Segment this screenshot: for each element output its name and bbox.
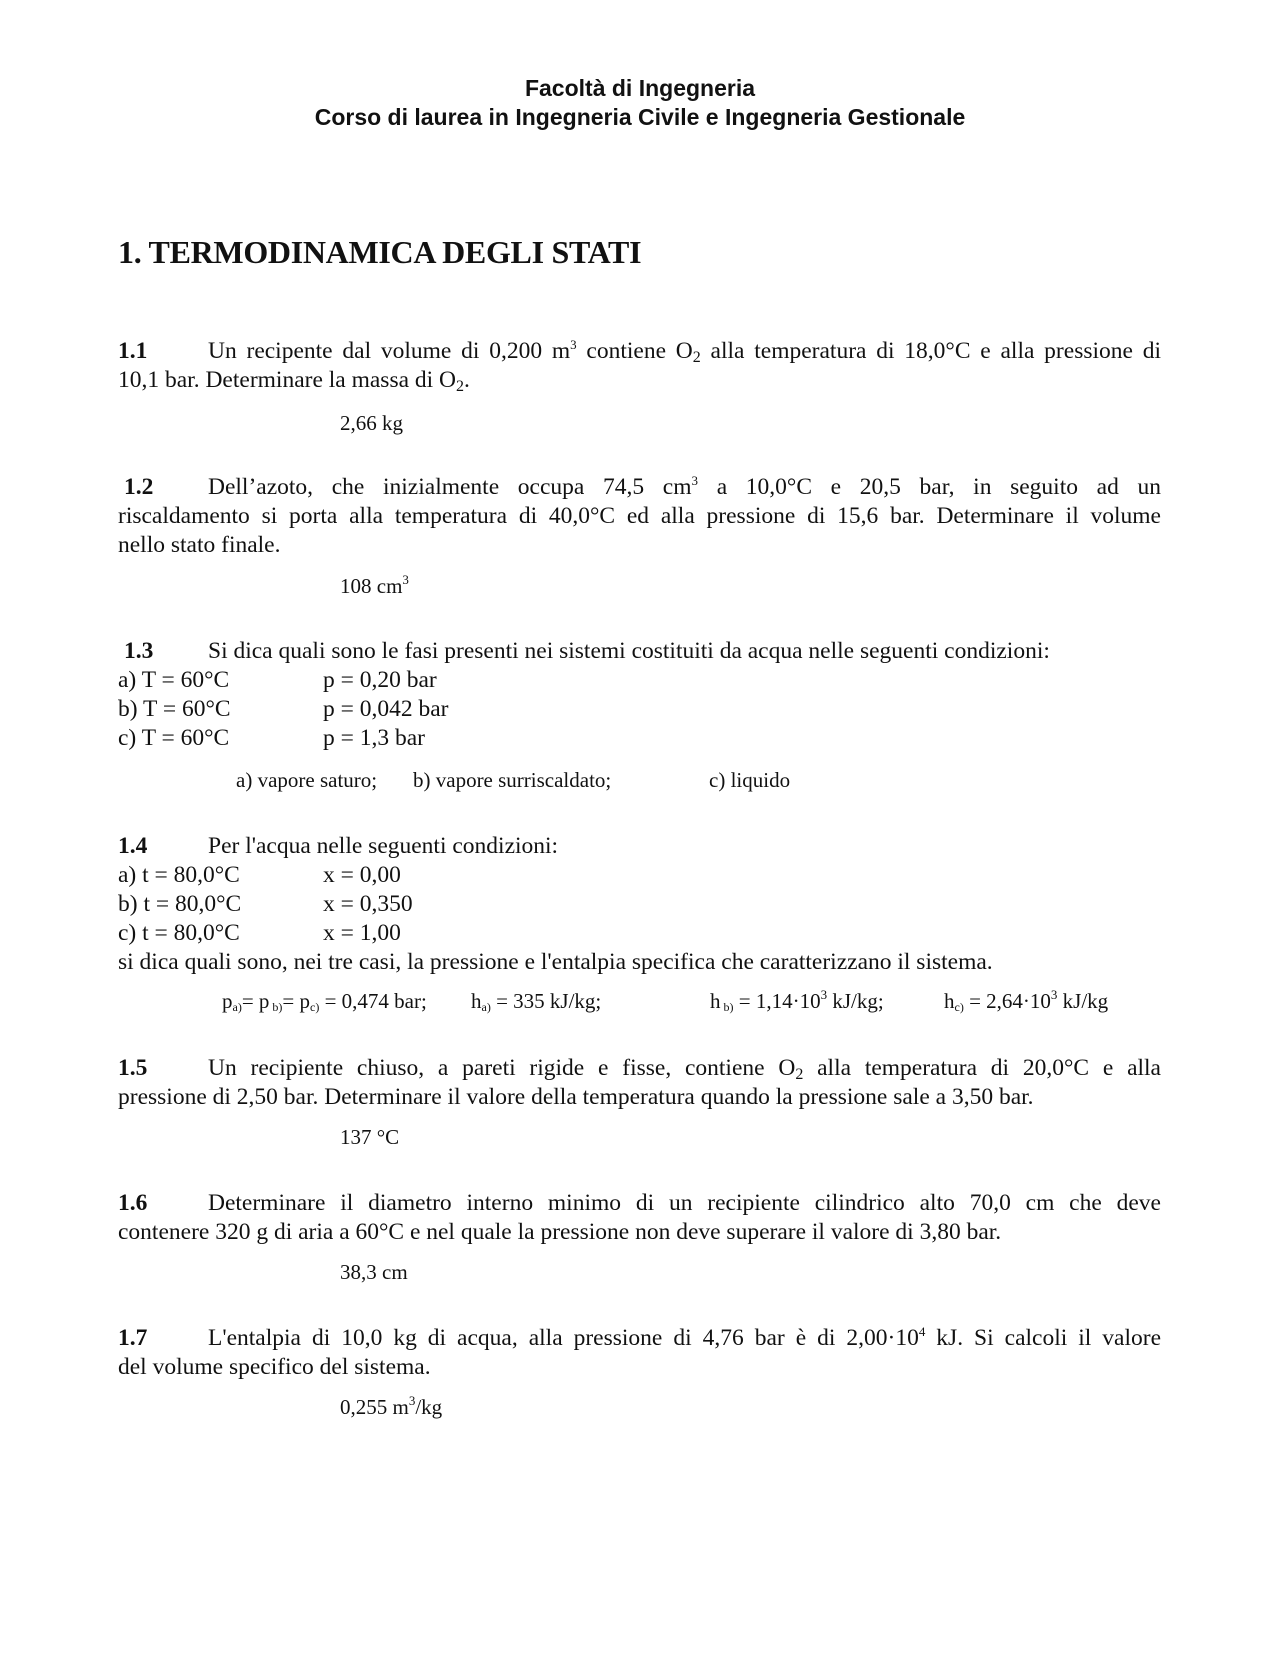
subscript: 2: [692, 349, 701, 366]
text: L'entalpia di 10,0 kg di acqua, alla pressione di 4,76 bar è di 2,00·10: [208, 1325, 919, 1351]
condition-value: x = 0,00: [323, 862, 401, 888]
subscript: 2: [456, 378, 465, 395]
problem-1-2-line-3: nello stato finale.: [118, 532, 281, 558]
condition-label: a) T = 60°C: [118, 667, 230, 693]
answer-1-7: [340, 1393, 443, 1419]
condition-value: p = 0,20 bar: [323, 667, 437, 693]
subscript: a): [232, 1000, 242, 1014]
problem-1-2-line-1: [124, 473, 1162, 500]
condition-label: b) t = 80,0°C: [118, 891, 242, 917]
text: 0,255 m: [340, 1395, 409, 1419]
problem-1-7-line-2: del volume specifico del sistema.: [118, 1354, 431, 1380]
problem-1-5-line-1: [118, 1057, 1161, 1081]
problem-1-2-line-2: riscaldamento si porta alla temperatura di 40,0°C ed alla pressione di 15,6 bar. Determinare il volume: [118, 503, 1161, 529]
superscript: 3: [408, 1393, 416, 1408]
condition-label: b) T = 60°C: [118, 696, 231, 722]
text: .: [464, 367, 470, 393]
text: = 1,14·10: [733, 989, 821, 1013]
answer-1-4-hb: [710, 987, 884, 1014]
text: kJ. Si calcoli il valore: [925, 1325, 1162, 1351]
text: kJ/kg: [1057, 989, 1109, 1013]
text: p: [222, 989, 233, 1013]
answer-1-1: 2,66 kg: [340, 411, 403, 435]
text: Dell’azoto, che inizialmente occupa 74,5 cm: [208, 474, 692, 500]
text: 10,1 bar. Determinare la massa di O: [118, 367, 457, 393]
answer-1-4-ha: [471, 991, 601, 1012]
text: Un recipiente chiuso, a pareti rigide e fisse, contiene O: [208, 1055, 796, 1081]
problem-1-4-question: si dica quali sono, nei tre casi, la pressione e l'entalpia specifica che caratterizzano il sistema.: [118, 949, 993, 975]
problem-1-1-line-1: [118, 337, 1161, 366]
condition-value: p = 1,3 bar: [323, 725, 426, 751]
text: = 335 kJ/kg;: [490, 989, 602, 1013]
condition-value: x = 0,350: [323, 891, 413, 917]
course-heading: Corso di laurea in Ingegneria Civile e Ingegneria Gestionale: [314, 104, 966, 130]
text: /kg: [415, 1395, 443, 1419]
problem-1-3-line-1: [124, 640, 1050, 664]
text: = p: [282, 989, 311, 1013]
condition-label: c) t = 80,0°C: [118, 920, 240, 946]
answer-1-4-hc: [944, 987, 1109, 1014]
text: = 2,64·10: [963, 989, 1051, 1013]
text: Determinare il diametro interno minimo di un recipiente cilindrico alto 70,0 cm che deve: [208, 1190, 1161, 1216]
text: h: [471, 989, 482, 1013]
text: = 0,474 bar;: [319, 989, 427, 1013]
superscript: 3: [570, 337, 577, 352]
answer-1-2: [340, 572, 409, 598]
text: h: [944, 989, 955, 1013]
problem-1-4-line-1: [118, 835, 558, 859]
superscript: 3: [402, 572, 409, 587]
superscript: 4: [918, 1324, 926, 1339]
problem-number: 1.7: [118, 1325, 148, 1351]
answer-1-5: 137 °C: [340, 1125, 400, 1149]
subscript: b): [720, 1000, 734, 1014]
problem-1-7-line-1: [118, 1324, 1162, 1351]
text: 108 cm: [340, 574, 403, 598]
condition-label: c) T = 60°C: [118, 725, 230, 751]
problem-1-6-line-1: [118, 1192, 1161, 1216]
faculty-heading: Facoltà di Ingegneria: [524, 75, 756, 101]
problem-1-1-line-2: [118, 369, 470, 393]
condition-label: a) t = 80,0°C: [118, 862, 240, 888]
superscript: 3: [691, 473, 699, 488]
problem-number: 1.6: [118, 1190, 148, 1216]
problem-1-6-line-2: contenere 320 g di aria a 60°C e nel quale la pressione non deve superare il valore di 3,80 bar.: [118, 1219, 1002, 1245]
text: a 10,0°C e 20,5 bar, in seguito ad un: [698, 474, 1162, 500]
condition-value: p = 0,042 bar: [323, 696, 449, 722]
superscript: 3: [1050, 987, 1058, 1002]
problem-number: 1.5: [118, 1055, 148, 1081]
answer-1-6: 38,3 cm: [340, 1260, 408, 1284]
text: = p: [241, 989, 270, 1013]
text: Un recipente dal volume di 0,200 m: [208, 338, 571, 364]
subscript: b): [269, 1000, 283, 1014]
problem-number: 1.4: [118, 833, 148, 859]
answer-1-3-c: c) liquido: [709, 768, 791, 792]
superscript: 3: [820, 987, 828, 1002]
text: alla temperatura di 18,0°C e alla pressione di: [700, 338, 1161, 364]
text: contiene O: [576, 338, 693, 364]
problem-number: 1.2: [124, 474, 154, 500]
answer-1-3-b: b) vapore surriscaldato;: [413, 768, 612, 792]
problem-number: 1.3: [124, 638, 154, 664]
text: Si dica quali sono le fasi presenti nei sistemi costituiti da acqua nelle seguenti condizioni:: [208, 638, 1050, 664]
text: kJ/kg;: [827, 989, 884, 1013]
subscript: c): [954, 1000, 964, 1014]
text: Per l'acqua nelle seguenti condizioni:: [208, 833, 559, 859]
problem-1-5-line-2: pressione di 2,50 bar. Determinare il valore della temperatura quando la pressione sale a 3,50 bar.: [118, 1084, 1034, 1110]
subscript: c): [310, 1000, 320, 1014]
chapter-title: 1. TERMODINAMICA DEGLI STATI: [118, 234, 642, 270]
subscript: a): [481, 1000, 491, 1014]
text: h: [710, 989, 721, 1013]
answer-1-4-pressure: [222, 991, 427, 1012]
subscript: 2: [795, 1066, 804, 1083]
problem-number: 1.1: [118, 338, 148, 364]
condition-value: x = 1,00: [323, 920, 401, 946]
answer-1-3-a: a) vapore saturo;: [236, 768, 378, 792]
text: alla temperatura di 20,0°C e alla: [803, 1055, 1161, 1081]
